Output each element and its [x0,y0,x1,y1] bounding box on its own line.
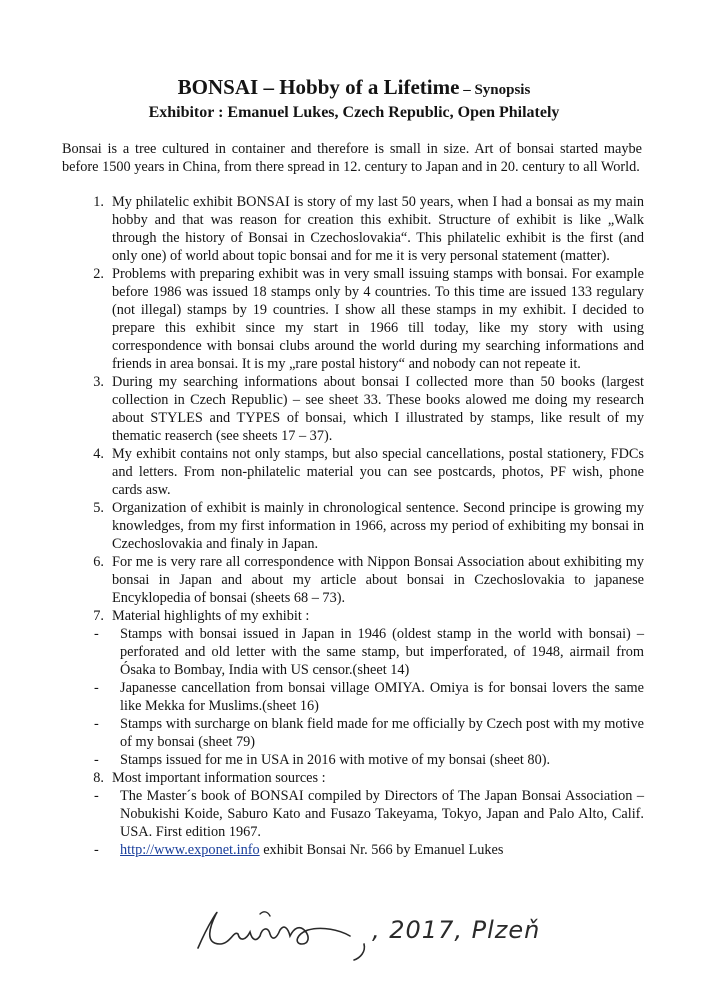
sub-item-text: The Master´s book of BONSAI compiled by Directors of The Japan Bonsai Association – Nobukishi Koide, Saburo Kato and Fusazo Takeyama, Tokyo, Japan and Palo Alto, Calif. USA. First edition 1967. [120,788,644,840]
intro-paragraph: Bonsai is a tree cultured in container and therefore is small in size. Art of bonsai started maybe before 1500 years in China, from there spread in 12. century to Japan and in 20. century to all World. [62,141,642,175]
sub-item [94,679,644,715]
exhibitor-line: Exhibitor : Emanuel Lukes, Czech Republic, Open Philately [148,104,560,121]
handwritten-signature [190,900,370,962]
dash-bullet: - [94,626,99,642]
item-text: For me is very rare all correspondence with Nippon Bonsai Association about exhibiting my bonsai in Japan and about my article about bonsai in Czechoslovakia to japanese Encyklopedia of bonsai (sheets 68 – 73). [112,554,644,606]
item-text: Organization of exhibit is mainly in chronological sentence. Second principe is growing my knowledges, from my first information in 1966, across my period of exhibiting my bonsai in Czechoslovakia and finaly in Japan. [112,500,644,552]
signature-area [190,900,610,962]
item-number: 8. [93,770,104,786]
dash-bullet: - [94,752,99,768]
sub-item [94,787,644,841]
item-number: 1. [93,194,104,210]
dash-bullet: - [94,716,99,732]
list-item [60,265,644,373]
sub-item [94,625,644,679]
sub-item [94,751,644,769]
list-item-sources [60,769,644,787]
item-number: 6. [93,554,104,570]
dash-bullet: - [94,788,99,804]
link-description: exhibit Bonsai Nr. 566 by Emanuel Lukes [259,842,504,858]
item-text: During my searching informations about bonsai I collected more than 50 books (largest collection in Czech Republic) – see sheet 33. These books alowed me doing my research about STYLES and TYPES of bonsai, which I illustrated by stamps, like result of my thematic reaserch (see sheets 17 – 37). [112,374,644,444]
item-number: 4. [93,446,104,462]
list-item [60,373,644,445]
document-title [0,74,708,103]
list-item [60,499,644,553]
item-number: 3. [93,374,104,390]
sub-item [94,841,644,859]
title-main: BONSAI – Hobby of a Lifetime [177,75,460,99]
sub-item-link-line [120,841,644,859]
list-item [60,193,644,265]
title-suffix: – Synopsis [459,82,531,98]
item-heading: Most important information sources : [112,770,326,786]
list-item [60,445,644,499]
sub-item-text: Stamps with surcharge on blank field made for me officially by Czech post with my motive of my bonsai (sheet 79) [120,716,644,750]
dash-bullet: - [94,680,99,696]
exponet-link[interactable]: http://www.exponet.info [120,842,260,858]
sub-item-text: Stamps with bonsai issued in Japan in 1946 (oldest stamp in the world with bonsai) – perforated and old letter with the same stamp, but imperforated, of 1948, airmail from Ósaka to Bombay, India with US censor.(sheet 14) [120,626,644,678]
place-date: , 2017, Plzeň [372,916,541,944]
list-item-highlights [60,607,644,625]
item-number: 5. [93,500,104,516]
sub-item-text: Stamps issued for me in USA in 2016 with motive of my bonsai (sheet 80). [120,752,551,768]
sub-item [94,715,644,751]
sub-item-text: Japanesse cancellation from bonsai village OMIYA. Omiya is for bonsai lovers the same like Mekka for Muslims.(sheet 16) [120,680,644,714]
item-text: My philatelic exhibit BONSAI is story of my last 50 years, when I had a bonsai as my main hobby and that was reason for creation this exhibit. Structure of exhibit is like „Walk through the history of Bonsai in Czechoslovakia“. This philatelic exhibit is the first (and only one) of world about topic bonsai and for me it is very personal statement (matter). [112,194,644,264]
item-text: My exhibit contains not only stamps, but also special cancellations, postal stationery, FDCs and letters. From non-philatelic material you can see postcards, photos, PF wish, phone cards asw. [112,446,644,498]
numbered-list [60,193,644,859]
item-text: Problems with preparing exhibit was in very small issuing stamps with bonsai. For example before 1986 was issued 18 stamps only by 4 countries. To this time are issued 133 regulary (not illegal) stamps by 19 countries. I show all these stamps in my exhibit. I decided to prepare this exhibit since my start in 1966 till today, like my story with using correspondence with bonsai clubs around the world during my searching informations and friends in area bonsai. It is my „rare postal history“ and nobody can not repeate it. [112,266,644,372]
item-number: 7. [93,608,104,624]
item-heading: Material highlights of my exhibit : [112,608,310,624]
list-item [60,553,644,607]
item-number: 2. [93,266,104,282]
dash-bullet: - [94,842,99,858]
